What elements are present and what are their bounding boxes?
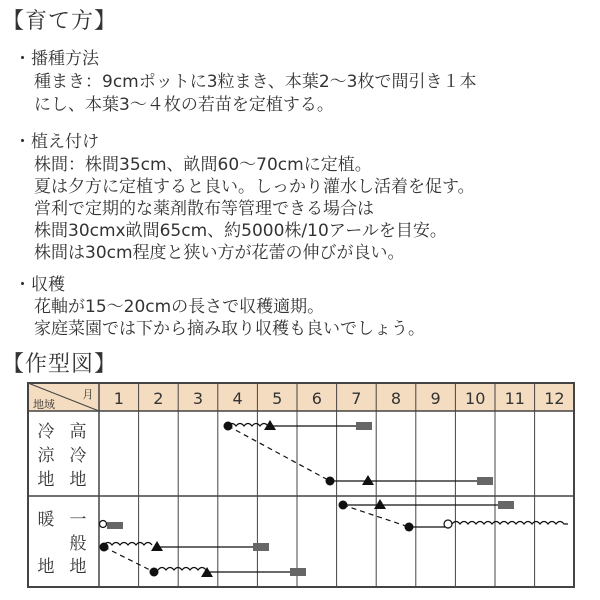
planting-line: 株間は30cm程度と狭い方が花蕾の伸びが良い。	[34, 243, 405, 263]
month-label: 2	[153, 389, 164, 408]
cropping-heading: 【作型図】	[2, 352, 118, 377]
month-label: 3	[192, 389, 204, 408]
region2-col2: 般	[69, 534, 87, 554]
region1-col2: 地	[69, 470, 87, 490]
region1-col1: 涼	[37, 446, 55, 466]
harvest-line: 花軸が15～20cmの長さで収穫適期。	[34, 297, 325, 317]
sowing-line: 種まき：9cmポットに3粒まき、本葉2～3枚で間引き１本	[34, 72, 477, 92]
planting-line: 営利で定期的な薬剤散布等管理できる場合は	[34, 199, 374, 219]
header-region-label: 地域	[33, 398, 55, 411]
planting-title: ・植え付け	[14, 132, 99, 152]
header-month-label: 月	[82, 388, 94, 401]
region2-col1: 暖	[37, 510, 55, 530]
harvest-bar	[477, 477, 493, 485]
month-label: 11	[504, 389, 525, 408]
planting-open-dot	[444, 520, 452, 528]
region2-col2: 一	[69, 510, 87, 530]
planting-triangle	[362, 475, 374, 485]
planting-line: 株間30cmx畝間65cm、約5000株/10アールを目安。	[34, 221, 447, 241]
chart-header-bg	[28, 383, 574, 411]
growing-heading: 【育て方】	[2, 9, 118, 34]
month-label: 5	[272, 389, 283, 408]
planting-line: 夏は夕方に定植すると良い。しっかり灌水し活着を促す。	[34, 177, 475, 197]
harvest-bar	[107, 522, 123, 529]
succession-dash	[104, 547, 154, 572]
nursery-wave	[228, 424, 268, 427]
nursery-wave	[104, 543, 152, 546]
month-label: 7	[351, 389, 362, 408]
region1-col1: 地	[37, 470, 55, 490]
month-label: 10	[465, 389, 486, 408]
harvest-title: ・収穫	[14, 275, 65, 295]
month-label: 6	[311, 389, 322, 408]
harvest-bar	[290, 568, 306, 576]
harvest-bar	[253, 543, 269, 551]
harvest-bar	[356, 422, 372, 430]
month-label: 8	[390, 389, 402, 408]
month-label: 1	[113, 389, 124, 408]
nursery-wave	[452, 522, 568, 525]
month-label: 12	[544, 389, 565, 408]
succession-dash	[228, 426, 330, 481]
sowing-title: ・播種方法	[14, 49, 99, 69]
region2-col1: 地	[37, 557, 55, 577]
planting-line: 株間：株間35cm、畝間60～70cmに定植。	[34, 155, 372, 175]
month-label: 9	[430, 389, 441, 408]
harvest-bar	[498, 501, 514, 509]
region1-col2: 冷	[69, 446, 87, 466]
region2-col2: 地	[69, 557, 87, 577]
region1-col1: 冷	[37, 422, 55, 442]
sowing-line: にし、本葉3～４枚の若苗を定植する。	[34, 95, 334, 115]
month-label: 4	[232, 389, 243, 408]
harvest-line: 家庭菜園では下から摘み取り収穫も良いでしょう。	[34, 319, 425, 339]
region1-col2: 高	[69, 422, 87, 442]
planting-triangle	[151, 541, 163, 551]
planting-open-dot	[100, 521, 107, 528]
nursery-wave	[158, 568, 206, 571]
planting-triangle	[264, 420, 276, 430]
sowing-dot	[150, 568, 159, 577]
